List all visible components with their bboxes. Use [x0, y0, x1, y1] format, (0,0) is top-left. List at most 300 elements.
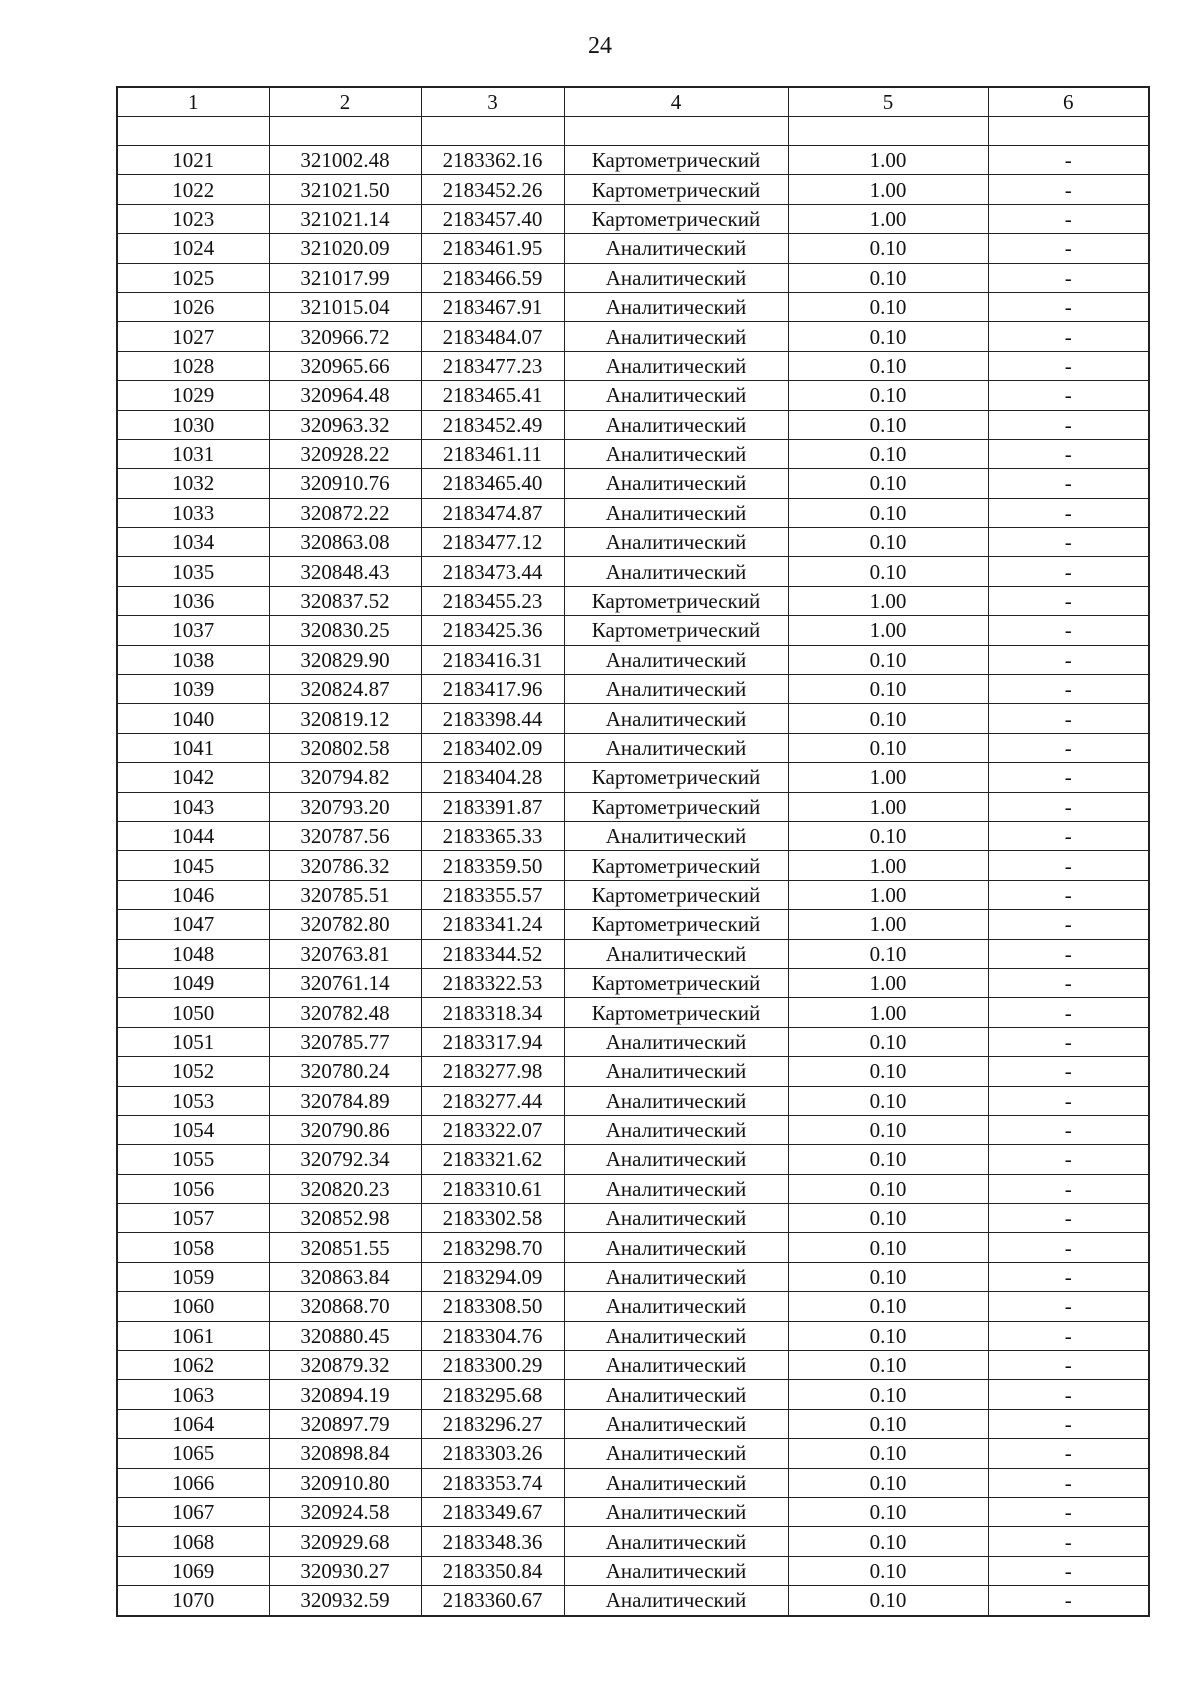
table-cell: 320784.89 — [269, 1086, 421, 1115]
table-cell: 2183300.29 — [421, 1351, 564, 1380]
table-cell: 2183398.44 — [421, 704, 564, 733]
table-cell: 2183417.96 — [421, 675, 564, 704]
table-cell: Картометрический — [564, 880, 788, 909]
table-cell: 0.10 — [788, 498, 988, 527]
table-cell: 2183365.33 — [421, 821, 564, 850]
table-cell: 320863.08 — [269, 528, 421, 557]
table-row — [117, 381, 1149, 410]
table-cell: - — [988, 1556, 1149, 1585]
table-cell: 1026 — [117, 292, 269, 321]
table-cell: 320830.25 — [269, 616, 421, 645]
table-cell: - — [988, 792, 1149, 821]
table-cell: 320872.22 — [269, 498, 421, 527]
table-cell: 2183455.23 — [421, 586, 564, 615]
table-row — [117, 1439, 1149, 1468]
table-cell: 2183350.84 — [421, 1556, 564, 1585]
table-cell: 2183341.24 — [421, 910, 564, 939]
table-cell: Аналитический — [564, 469, 788, 498]
table-cell: 0.10 — [788, 1321, 988, 1350]
table-cell: 320965.66 — [269, 351, 421, 380]
table-cell: 1054 — [117, 1115, 269, 1144]
table-cell: 1056 — [117, 1174, 269, 1203]
table-row — [117, 175, 1149, 204]
table-row — [117, 1115, 1149, 1144]
column-header-4: 4 — [564, 87, 788, 117]
table-cell: 1065 — [117, 1439, 269, 1468]
table-cell: Аналитический — [564, 1086, 788, 1115]
table-cell: 2183465.41 — [421, 381, 564, 410]
table-cell: Аналитический — [564, 1409, 788, 1438]
table-cell: Аналитический — [564, 1057, 788, 1086]
table-cell: 0.10 — [788, 1292, 988, 1321]
table-row — [117, 1027, 1149, 1056]
table-row — [117, 645, 1149, 674]
table-cell: 2183353.74 — [421, 1468, 564, 1497]
table-cell: - — [988, 1351, 1149, 1380]
table-cell: - — [988, 586, 1149, 615]
table-cell: 0.10 — [788, 1174, 988, 1203]
table-cell: 2183296.27 — [421, 1409, 564, 1438]
table-cell: 2183467.91 — [421, 292, 564, 321]
table-cell: 320793.20 — [269, 792, 421, 821]
table-cell: 2183359.50 — [421, 851, 564, 880]
table-cell: Аналитический — [564, 1497, 788, 1526]
table-cell: 1067 — [117, 1497, 269, 1526]
table-cell: Картометрический — [564, 763, 788, 792]
table-row — [117, 792, 1149, 821]
table-cell: Картометрический — [564, 175, 788, 204]
table-cell: 1.00 — [788, 880, 988, 909]
table-row — [117, 763, 1149, 792]
table-row — [117, 234, 1149, 263]
table-cell: 1029 — [117, 381, 269, 410]
table-cell: 1066 — [117, 1468, 269, 1497]
table-cell: Аналитический — [564, 675, 788, 704]
page-number: 24 — [588, 33, 612, 59]
table-cell: - — [988, 1586, 1149, 1616]
table-cell: - — [988, 204, 1149, 233]
table-cell: 0.10 — [788, 263, 988, 292]
table-row — [117, 322, 1149, 351]
table-cell: 1023 — [117, 204, 269, 233]
table-cell — [117, 117, 269, 146]
table-cell: 1021 — [117, 146, 269, 175]
table-row — [117, 1409, 1149, 1438]
table-cell: 1059 — [117, 1262, 269, 1291]
table-cell: 1.00 — [788, 792, 988, 821]
table-cell: Аналитический — [564, 1439, 788, 1468]
table-cell: 320837.52 — [269, 586, 421, 615]
table-cell: - — [988, 1262, 1149, 1291]
table-cell: 2183348.36 — [421, 1527, 564, 1556]
column-header-1: 1 — [117, 87, 269, 117]
table-cell: - — [988, 410, 1149, 439]
table-cell: 0.10 — [788, 351, 988, 380]
table-cell: 0.10 — [788, 1233, 988, 1262]
table-cell: 1050 — [117, 998, 269, 1027]
table-cell: 0.10 — [788, 439, 988, 468]
table-row — [117, 351, 1149, 380]
table-cell: Аналитический — [564, 557, 788, 586]
table-cell: Картометрический — [564, 851, 788, 880]
table-cell: 2183277.98 — [421, 1057, 564, 1086]
table-cell: 2183484.07 — [421, 322, 564, 351]
table-cell: 1064 — [117, 1409, 269, 1438]
table-cell: 1.00 — [788, 146, 988, 175]
table-cell: 0.10 — [788, 939, 988, 968]
table-cell: - — [988, 351, 1149, 380]
table-cell: 2183302.58 — [421, 1204, 564, 1233]
table-cell: Аналитический — [564, 263, 788, 292]
table-cell: 320928.22 — [269, 439, 421, 468]
table-cell: 1039 — [117, 675, 269, 704]
table-row — [117, 292, 1149, 321]
table-cell: 0.10 — [788, 1556, 988, 1585]
table-cell: - — [988, 1468, 1149, 1497]
table-cell: 0.10 — [788, 704, 988, 733]
column-header-3: 3 — [421, 87, 564, 117]
table-row — [117, 616, 1149, 645]
table-cell: Аналитический — [564, 498, 788, 527]
table-cell: 1.00 — [788, 175, 988, 204]
table-cell: 1043 — [117, 792, 269, 821]
table-cell: - — [988, 557, 1149, 586]
coordinates-table — [116, 86, 1150, 1617]
table-cell: 1068 — [117, 1527, 269, 1556]
table-cell: 1024 — [117, 234, 269, 263]
table-cell: 2183277.44 — [421, 1086, 564, 1115]
table-cell: 320848.43 — [269, 557, 421, 586]
table-cell: - — [988, 1027, 1149, 1056]
table-cell: 320792.34 — [269, 1145, 421, 1174]
table-cell: 1025 — [117, 263, 269, 292]
table-cell: 2183465.40 — [421, 469, 564, 498]
table-cell: - — [988, 498, 1149, 527]
table-row — [117, 204, 1149, 233]
table-cell: 0.10 — [788, 1262, 988, 1291]
table-cell: 2183344.52 — [421, 939, 564, 968]
table-cell: 1058 — [117, 1233, 269, 1262]
table-cell: - — [988, 1380, 1149, 1409]
table-cell: 1044 — [117, 821, 269, 850]
table-cell: 2183473.44 — [421, 557, 564, 586]
table-cell: 1.00 — [788, 586, 988, 615]
table-row — [117, 998, 1149, 1027]
table-cell: 320780.24 — [269, 1057, 421, 1086]
table-cell: Аналитический — [564, 1292, 788, 1321]
table-cell: Картометрический — [564, 998, 788, 1027]
table-cell: 320897.79 — [269, 1409, 421, 1438]
table-row — [117, 939, 1149, 968]
table-row — [117, 410, 1149, 439]
table-cell: - — [988, 851, 1149, 880]
table-cell: 320819.12 — [269, 704, 421, 733]
table-row — [117, 1145, 1149, 1174]
table-header — [117, 87, 1149, 117]
table-cell: 1069 — [117, 1556, 269, 1585]
table-cell: 320964.48 — [269, 381, 421, 410]
table-row — [117, 675, 1149, 704]
blank-row — [117, 117, 1149, 146]
table-row — [117, 1586, 1149, 1616]
table-cell: 320782.80 — [269, 910, 421, 939]
table-cell: 320910.80 — [269, 1468, 421, 1497]
table-cell: Аналитический — [564, 1174, 788, 1203]
table-cell: 1038 — [117, 645, 269, 674]
table-row — [117, 1233, 1149, 1262]
table-row — [117, 586, 1149, 615]
table-cell: 1.00 — [788, 998, 988, 1027]
table-cell: 1028 — [117, 351, 269, 380]
table-row — [117, 1321, 1149, 1350]
table-cell: 320782.48 — [269, 998, 421, 1027]
table-row — [117, 1292, 1149, 1321]
table-cell: 1051 — [117, 1027, 269, 1056]
table-cell: Аналитический — [564, 1027, 788, 1056]
table-row — [117, 910, 1149, 939]
table-cell: 320790.86 — [269, 1115, 421, 1144]
table-cell: 1063 — [117, 1380, 269, 1409]
table-cell: Аналитический — [564, 1468, 788, 1497]
table-cell: - — [988, 1292, 1149, 1321]
table-cell: - — [988, 616, 1149, 645]
table-cell: - — [988, 1115, 1149, 1144]
table-cell: 2183466.59 — [421, 263, 564, 292]
table-cell: 2183461.95 — [421, 234, 564, 263]
table-row — [117, 704, 1149, 733]
table-row — [117, 1086, 1149, 1115]
table-row — [117, 1351, 1149, 1380]
table-cell — [788, 117, 988, 146]
table-cell: 320894.19 — [269, 1380, 421, 1409]
table-cell: 0.10 — [788, 1380, 988, 1409]
table-cell: Аналитический — [564, 1233, 788, 1262]
table-cell: 0.10 — [788, 821, 988, 850]
table-cell: 0.10 — [788, 410, 988, 439]
table-cell: 320763.81 — [269, 939, 421, 968]
table-cell: 2183303.26 — [421, 1439, 564, 1468]
table-cell: 0.10 — [788, 733, 988, 762]
table-cell: 1060 — [117, 1292, 269, 1321]
table-cell: 320879.32 — [269, 1351, 421, 1380]
table-cell: - — [988, 704, 1149, 733]
table-row — [117, 263, 1149, 292]
table-cell: - — [988, 1409, 1149, 1438]
table-cell: 2183317.94 — [421, 1027, 564, 1056]
table-cell: - — [988, 292, 1149, 321]
table-cell: - — [988, 675, 1149, 704]
table-cell: 1061 — [117, 1321, 269, 1350]
table-cell: 2183294.09 — [421, 1262, 564, 1291]
table-cell: 320880.45 — [269, 1321, 421, 1350]
table-cell: 1.00 — [788, 616, 988, 645]
table-cell: Аналитический — [564, 528, 788, 557]
table-cell: Аналитический — [564, 1321, 788, 1350]
table-cell: 2183452.26 — [421, 175, 564, 204]
table-cell: Аналитический — [564, 234, 788, 263]
table-cell: 320898.84 — [269, 1439, 421, 1468]
table-cell: 320868.70 — [269, 1292, 421, 1321]
table-row — [117, 439, 1149, 468]
table-cell: 0.10 — [788, 1439, 988, 1468]
table-cell: - — [988, 1145, 1149, 1174]
table-cell: 0.10 — [788, 322, 988, 351]
table-cell: 1.00 — [788, 968, 988, 997]
table-cell: 0.10 — [788, 234, 988, 263]
table-cell: Аналитический — [564, 1115, 788, 1144]
table-cell: Аналитический — [564, 292, 788, 321]
table-cell: Аналитический — [564, 381, 788, 410]
table-cell: - — [988, 1057, 1149, 1086]
table-cell: 2183355.57 — [421, 880, 564, 909]
table-cell: - — [988, 1204, 1149, 1233]
table-cell: 0.10 — [788, 1204, 988, 1233]
table-cell: 1057 — [117, 1204, 269, 1233]
table-cell: 2183474.87 — [421, 498, 564, 527]
table-cell: Аналитический — [564, 439, 788, 468]
table-cell: 0.10 — [788, 381, 988, 410]
table-cell: Картометрический — [564, 146, 788, 175]
table-cell: 320863.84 — [269, 1262, 421, 1291]
table-cell: 0.10 — [788, 292, 988, 321]
table-cell: 0.10 — [788, 1115, 988, 1144]
table-cell: 0.10 — [788, 1497, 988, 1526]
table-cell: - — [988, 263, 1149, 292]
table-cell: 321021.50 — [269, 175, 421, 204]
table-cell: Аналитический — [564, 1262, 788, 1291]
table-cell — [988, 117, 1149, 146]
table-cell: 1022 — [117, 175, 269, 204]
table-cell: Аналитический — [564, 704, 788, 733]
table-row — [117, 733, 1149, 762]
table-cell: 320785.77 — [269, 1027, 421, 1056]
table-cell: 321021.14 — [269, 204, 421, 233]
table-cell: Картометрический — [564, 586, 788, 615]
table-cell: 2183298.70 — [421, 1233, 564, 1262]
table-cell: 1034 — [117, 528, 269, 557]
table-cell: 0.10 — [788, 1468, 988, 1497]
table-cell: 1031 — [117, 439, 269, 468]
table-row — [117, 968, 1149, 997]
table-cell — [421, 117, 564, 146]
table-cell: 1055 — [117, 1145, 269, 1174]
table-cell: 1030 — [117, 410, 269, 439]
table-cell: Аналитический — [564, 1145, 788, 1174]
table-cell: 2183304.76 — [421, 1321, 564, 1350]
table-cell: 2183308.50 — [421, 1292, 564, 1321]
table-row — [117, 1174, 1149, 1203]
table-cell: - — [988, 1439, 1149, 1468]
table-cell: - — [988, 645, 1149, 674]
table-cell: - — [988, 1527, 1149, 1556]
table-cell: - — [988, 381, 1149, 410]
table-cell: 2183318.34 — [421, 998, 564, 1027]
table-row — [117, 469, 1149, 498]
table-cell: 321020.09 — [269, 234, 421, 263]
table-cell: Аналитический — [564, 733, 788, 762]
table-cell: - — [988, 322, 1149, 351]
table-cell: Аналитический — [564, 410, 788, 439]
table-cell: 321017.99 — [269, 263, 421, 292]
table-cell: 1052 — [117, 1057, 269, 1086]
table-row — [117, 498, 1149, 527]
table-cell: - — [988, 763, 1149, 792]
table-cell: 2183321.62 — [421, 1145, 564, 1174]
table-cell: 2183391.87 — [421, 792, 564, 821]
table-cell: Аналитический — [564, 351, 788, 380]
table-cell: Картометрический — [564, 792, 788, 821]
table-cell — [564, 117, 788, 146]
table-row — [117, 1556, 1149, 1585]
table-cell: 321015.04 — [269, 292, 421, 321]
table-cell: 2183416.31 — [421, 645, 564, 674]
table-cell: - — [988, 234, 1149, 263]
table-cell: 1.00 — [788, 910, 988, 939]
table-cell: - — [988, 439, 1149, 468]
table-cell: - — [988, 910, 1149, 939]
table-cell: 320966.72 — [269, 322, 421, 351]
table-cell: 2183322.07 — [421, 1115, 564, 1144]
table-cell: Аналитический — [564, 1351, 788, 1380]
table-cell: 1046 — [117, 880, 269, 909]
table-cell: 320932.59 — [269, 1586, 421, 1616]
table-cell: 2183362.16 — [421, 146, 564, 175]
table-cell: 2183360.67 — [421, 1586, 564, 1616]
table-cell: 2183402.09 — [421, 733, 564, 762]
table-cell: - — [988, 1086, 1149, 1115]
table-cell: Картометрический — [564, 204, 788, 233]
table-cell: - — [988, 469, 1149, 498]
table-cell: 2183457.40 — [421, 204, 564, 233]
table-row — [117, 1380, 1149, 1409]
table-cell: 0.10 — [788, 469, 988, 498]
table-row — [117, 851, 1149, 880]
table-cell: - — [988, 146, 1149, 175]
table-cell: 320829.90 — [269, 645, 421, 674]
table-cell: 320851.55 — [269, 1233, 421, 1262]
table-cell: 1027 — [117, 322, 269, 351]
table-cell: 2183461.11 — [421, 439, 564, 468]
table-row — [117, 880, 1149, 909]
table-cell: - — [988, 1174, 1149, 1203]
table-cell: 2183295.68 — [421, 1380, 564, 1409]
table-cell: 2183452.49 — [421, 410, 564, 439]
table-cell — [269, 117, 421, 146]
table-cell: 0.10 — [788, 1057, 988, 1086]
table-cell: 320786.32 — [269, 851, 421, 880]
table-cell: 1062 — [117, 1351, 269, 1380]
table-cell: - — [988, 998, 1149, 1027]
table-cell: 320924.58 — [269, 1497, 421, 1526]
table-cell: 1035 — [117, 557, 269, 586]
table-cell: 0.10 — [788, 645, 988, 674]
table-cell: 1037 — [117, 616, 269, 645]
table-cell: - — [988, 1321, 1149, 1350]
table-cell: 320930.27 — [269, 1556, 421, 1585]
table-cell: 0.10 — [788, 528, 988, 557]
table-cell: 1.00 — [788, 763, 988, 792]
table-cell: Картометрический — [564, 616, 788, 645]
table-cell: 1042 — [117, 763, 269, 792]
table-row — [117, 821, 1149, 850]
table-cell: 320824.87 — [269, 675, 421, 704]
table-cell: 0.10 — [788, 1527, 988, 1556]
table-cell: Аналитический — [564, 821, 788, 850]
table-cell: 0.10 — [788, 1409, 988, 1438]
table-cell: 320910.76 — [269, 469, 421, 498]
table-cell: 320802.58 — [269, 733, 421, 762]
table-cell: - — [988, 733, 1149, 762]
